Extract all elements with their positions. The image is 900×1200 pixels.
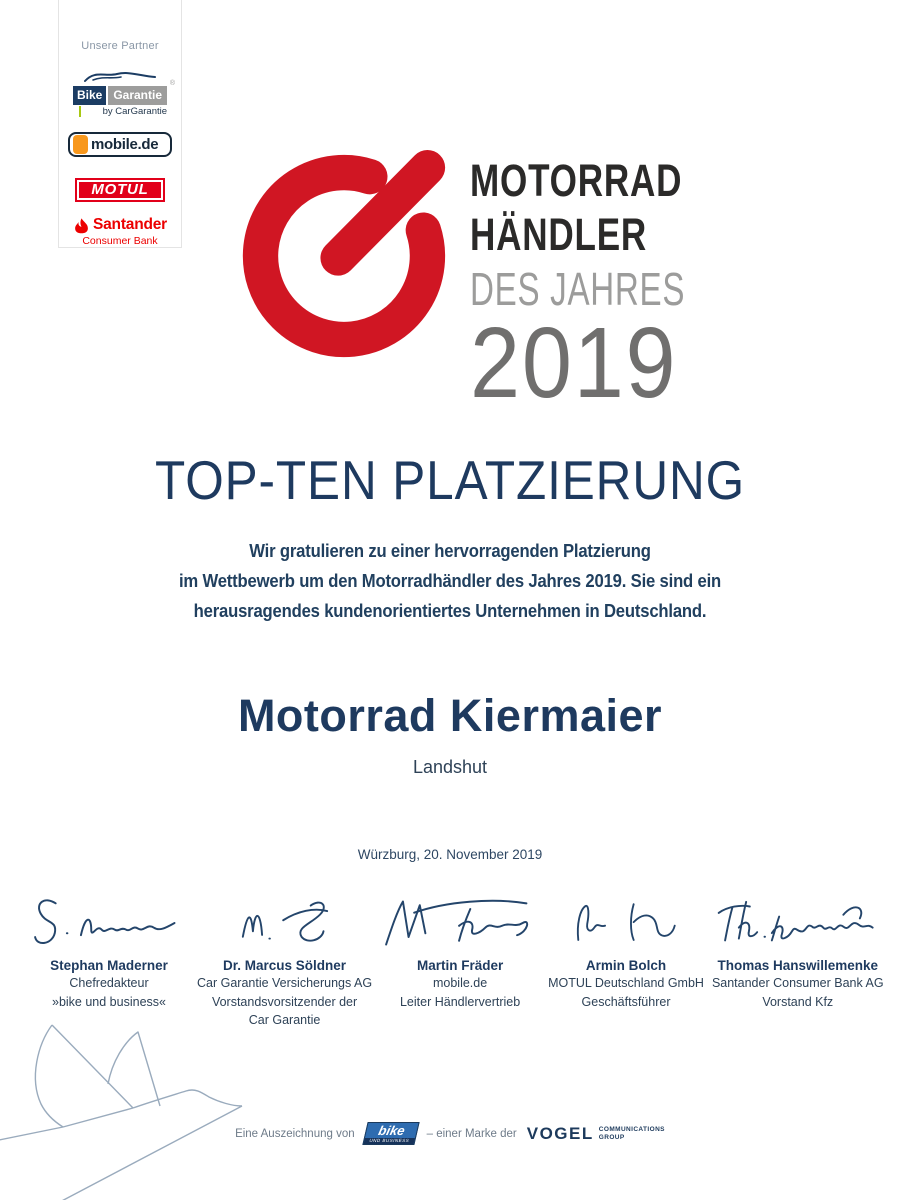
- signatory-marcus-soeldner: [193, 888, 376, 1029]
- bike-garantie-logo: [73, 68, 176, 117]
- vogel-wordmark: VOGEL: [526, 1123, 594, 1143]
- mobile-de-logo: [68, 132, 172, 157]
- signatory-role: »bike und business«: [52, 994, 166, 1009]
- santander-wordmark: Santander: [93, 216, 167, 233]
- signatory-role: Santander Consumer Bank AG: [711, 976, 884, 990]
- award-logo-year: 2019: [470, 307, 678, 419]
- award-logo-line3: DES JAHRES: [470, 263, 686, 315]
- recipient-name: Motorrad Kiermaier: [237, 690, 663, 741]
- signatory-role: mobile.de: [432, 976, 488, 990]
- bike-logo-subline: UND BUSINESS: [363, 1138, 414, 1144]
- signatory-name: Stephan Maderner: [50, 958, 168, 973]
- signatory-role: MOTUL Deutschland GmbH: [548, 976, 704, 990]
- mobile-de-orange-block: [73, 135, 88, 154]
- signature-armin-bolch-image: [564, 894, 689, 952]
- award-logo: [236, 148, 769, 419]
- signatory-martin-fraeder: [376, 888, 544, 1029]
- santander-flame-icon: [73, 217, 90, 234]
- vogel-sub-line1: COMMUNICATIONS: [598, 1126, 665, 1133]
- signature-thomas-hanswillemenke-image: [715, 894, 880, 952]
- award-logo-line1: MOTORRAD: [470, 155, 683, 206]
- power-circle-icon: [236, 148, 452, 364]
- motorcycle-swoosh-icon: [81, 68, 159, 84]
- footer: [0, 1122, 900, 1145]
- partners-panel: [58, 0, 182, 248]
- partners-heading: Unsere Partner: [81, 40, 159, 52]
- santander-logo: [73, 216, 167, 247]
- signatory-name: Armin Bolch: [585, 958, 667, 973]
- bike-garantie-wordmark: [73, 80, 176, 105]
- signatory-role: Vorstandsvorsitzender der: [211, 994, 358, 1009]
- signatory-stephan-maderner: [25, 888, 193, 1029]
- date-line: Würzburg, 20. November 2019: [357, 847, 543, 862]
- footer-prefix: Eine Auszeichnung von: [235, 1127, 355, 1140]
- signatory-name: Thomas Hanswillemenke: [717, 958, 879, 973]
- congratulation-line2: im Wettbewerb um den Motorradhändler des Jahres 2019. Sie sind ein: [178, 570, 722, 591]
- congratulation-line1: Wir gratulieren zu einer hervorragenden Platzierung: [249, 540, 651, 561]
- bird-line-art: [0, 1012, 255, 1200]
- signatory-role: Vorstand Kfz: [762, 994, 834, 1009]
- vogel-sub-wordmark: [599, 1126, 665, 1141]
- motul-wordmark: MOTUL: [91, 181, 149, 199]
- bike-und-business-logo: [362, 1122, 419, 1145]
- congratulation-text: [45, 536, 855, 626]
- mobile-de-wordmark: mobile.de: [91, 135, 159, 153]
- award-logo-text: [470, 154, 769, 419]
- signatory-thomas-hanswillemenke: [708, 888, 888, 1029]
- bike-logo-wordmark: bike: [376, 1123, 407, 1138]
- signatory-role: Geschäftsführer: [581, 994, 671, 1009]
- green-tick-decor: [79, 106, 81, 117]
- bike-garantie-word2: Garantie: [108, 86, 167, 105]
- signature-martin-fraeder-image: [380, 894, 540, 952]
- signatory-role: Chefredakteur: [69, 976, 149, 990]
- signatory-name: Martin Fräder: [416, 958, 504, 973]
- certificate-title: TOP-TEN PLATZIERUNG: [154, 449, 746, 511]
- signatory-armin-bolch: [544, 888, 708, 1029]
- signatory-name: Dr. Marcus Söldner: [223, 958, 347, 973]
- congratulation-line3: herausragendes kundenorientiertes Unternehmen in Deutschland.: [193, 600, 707, 621]
- signature-stephan-maderner-image: [29, 894, 189, 952]
- signatory-role: Car Garantie Versicherungs AG: [197, 976, 373, 990]
- vogel-sub-line2: GROUP: [598, 1133, 625, 1141]
- santander-subline: Consumer Bank: [82, 235, 158, 247]
- award-logo-line2: HÄNDLER: [470, 209, 648, 260]
- motul-logo: [75, 178, 165, 202]
- registered-mark: ®: [169, 80, 176, 87]
- signature-marcus-soeldner-image: [230, 894, 340, 952]
- bike-garantie-word1: Bike: [73, 86, 106, 105]
- signatory-role: Leiter Händlervertrieb: [399, 994, 521, 1009]
- footer-middle: – einer Marke der: [426, 1127, 517, 1140]
- signatory-role: Car Garantie: [248, 1013, 321, 1027]
- signatures-row: [25, 888, 884, 1029]
- recipient-city: Landshut: [412, 757, 488, 777]
- bike-garantie-subline: by CarGarantie: [79, 106, 167, 117]
